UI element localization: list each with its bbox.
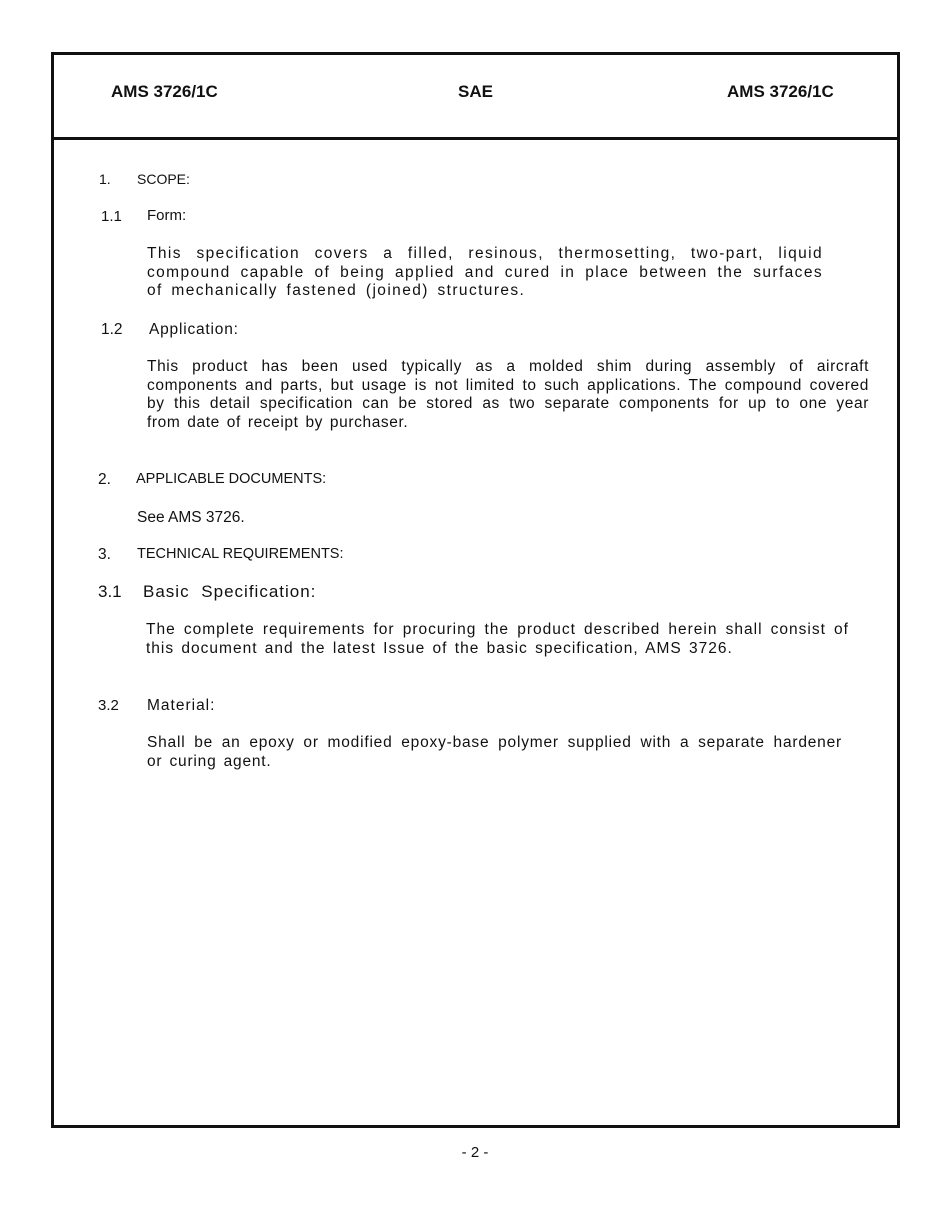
section-2-body: See AMS 3726. bbox=[137, 509, 245, 526]
section-2-title: APPLICABLE DOCUMENTS: bbox=[136, 471, 327, 487]
section-3-2-body: Shall be an epoxy or modified epoxy-base polymer supplied with a separate hardener or curing agent. bbox=[147, 734, 842, 770]
section-3-2-title: Material: bbox=[147, 697, 216, 714]
section-1-number: 1. bbox=[99, 171, 111, 187]
section-1-1-body: This specification covers a filled, resinous, thermosetting, two-part, liquid compound capable of being applied and cured in place between the surfaces of mechanically fastened (joined) structures. bbox=[147, 245, 823, 300]
section-1-2-body: This product has been used typically as a molded shim during assembly of aircraft components and parts, but usage is not limited to such applications. The compound covered by this detail specification can be stored as two separate components for up to one year from date of receipt by purchaser. bbox=[147, 358, 869, 432]
section-1-1-number: 1.1 bbox=[101, 208, 122, 225]
page-header bbox=[54, 55, 897, 140]
section-3-title: TECHNICAL REQUIREMENTS: bbox=[137, 546, 344, 562]
section-3-2-number: 3.2 bbox=[98, 697, 119, 714]
header-doc-id-right: AMS 3726/1C bbox=[727, 82, 834, 101]
page-number: - 2 - bbox=[461, 1144, 489, 1161]
section-3-1-title: Basic Specification: bbox=[143, 582, 317, 601]
header-doc-id-left: AMS 3726/1C bbox=[111, 82, 218, 101]
section-3-1-number: 3.1 bbox=[98, 582, 122, 601]
section-1-2-title: Application: bbox=[149, 321, 239, 338]
section-1-title: SCOPE: bbox=[137, 171, 190, 187]
section-3-1-body: The complete requirements for procuring the product described herein shall consist of this document and the latest Issue of the basic specification, AMS 3726. bbox=[146, 621, 849, 657]
section-1-2-number: 1.2 bbox=[101, 321, 123, 338]
section-1-1-title: Form: bbox=[147, 207, 187, 224]
section-2-number: 2. bbox=[98, 471, 111, 488]
header-org: SAE bbox=[458, 82, 493, 101]
section-3-number: 3. bbox=[98, 546, 111, 563]
